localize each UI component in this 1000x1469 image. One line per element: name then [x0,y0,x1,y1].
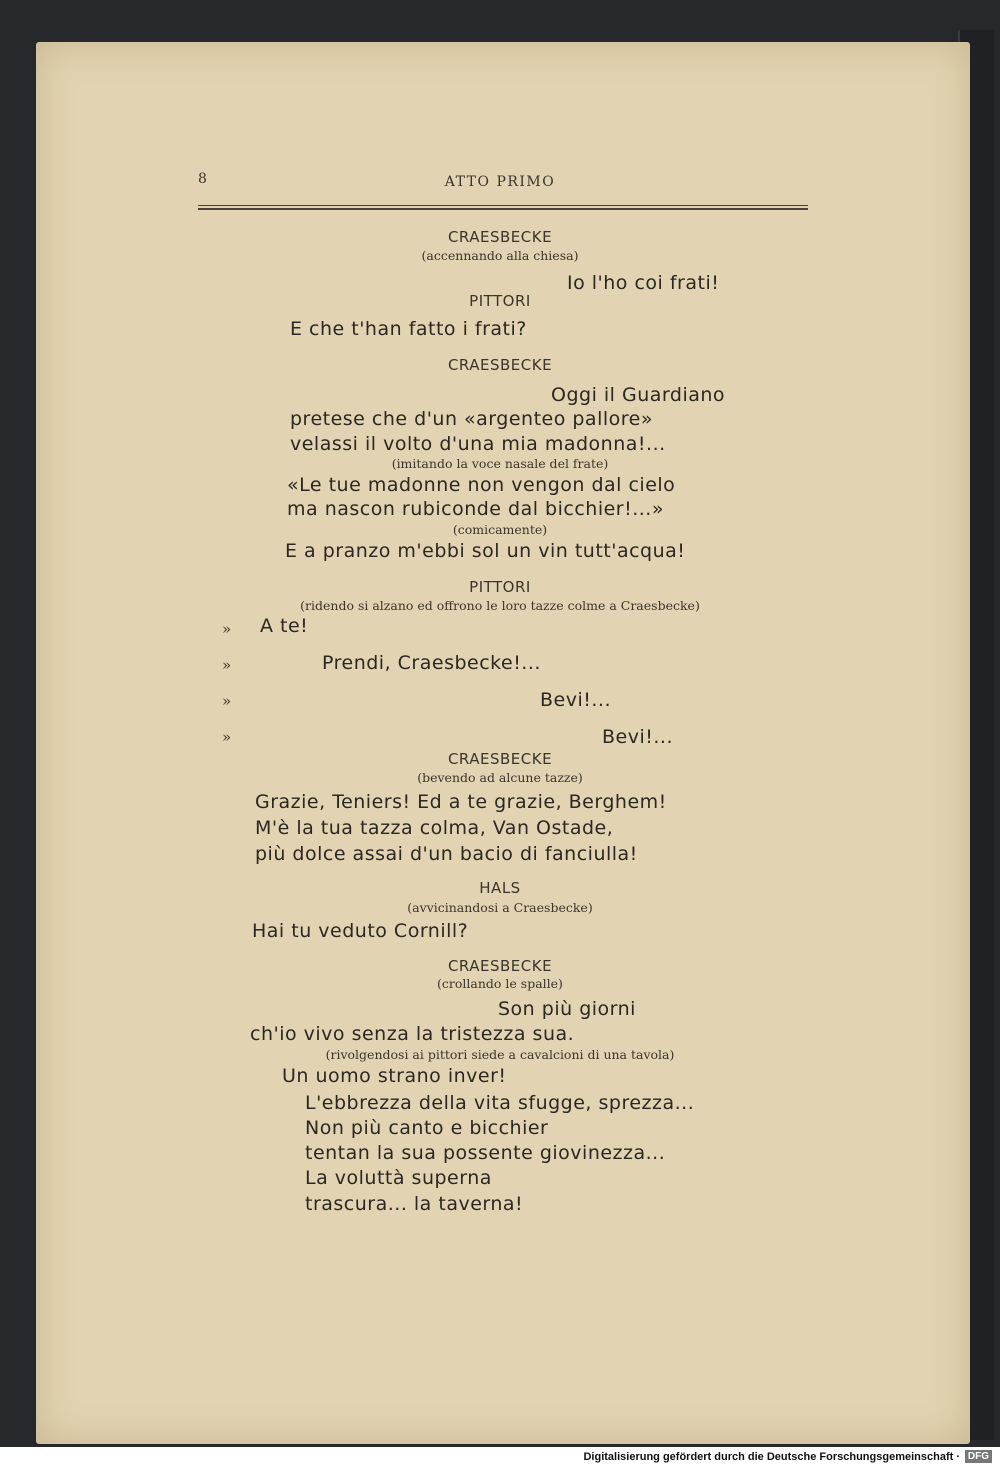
speaker-craesbecke: CRAESBECKE [447,228,553,246]
stage-direction: (accennando alla chiesa) [421,248,579,263]
verse-line: Bevi!... [602,726,673,748]
stage-direction: (ridendo si alzano ed offrono le loro tazze colme a Craesbecke) [300,598,700,613]
speaker-craesbecke: CRAESBECKE [447,750,553,768]
ditto-mark: » [222,656,232,674]
header-rule [198,205,808,206]
verse-line: Grazie, Teniers! Ed a te grazie, Berghem! [255,791,667,813]
verse-line: Bevi!... [540,689,611,711]
verse-line: Hai tu veduto Cornill? [252,920,469,942]
ditto-mark: » [222,692,232,710]
verse-line: tentan la sua possente giovinezza... [305,1142,666,1164]
verse-line: Un uomo strano inver! [282,1065,507,1087]
verse-line: Prendi, Craesbecke!... [322,652,541,674]
verse-line: ch'io vivo senza la tristezza sua. [250,1023,575,1045]
footer-bar [0,1447,1000,1469]
verse-line: Oggi il Guardiano [551,384,726,406]
header-rule-thick [198,208,808,210]
dfg-logo-icon: DFG [965,1450,992,1463]
verse-line: Io l'ho coi frati! [567,272,720,294]
ditto-mark: » [222,620,232,638]
verse-line: Non più canto e bicchier [305,1117,549,1139]
stage-direction: (imitando la voce nasale del frate) [391,456,609,471]
verse-line: M'è la tua tazza colma, Van Ostade, [255,817,614,839]
verse-line: A te! [260,615,309,637]
verse-line: La voluttà superna [305,1167,492,1189]
stage-direction: (bevendo ad alcune tazze) [417,770,583,785]
verse-line: velassi il volto d'una mia madonna!... [290,433,666,455]
speaker-pittori: PITTORI [469,292,531,310]
stage-direction: (crollando le spalle) [437,976,563,991]
verse-line: E a pranzo m'ebbi sol un vin tutt'acqua! [285,540,686,562]
verse-line: ma nascon rubiconde dal bicchier!...» [287,498,664,520]
speaker-pittori: PITTORI [469,578,531,596]
verse-line: L'ebbrezza della vita sfugge, sprezza... [305,1092,695,1114]
ditto-mark: » [222,728,232,746]
speaker-hals: HALS [479,879,521,897]
speaker-craesbecke: CRAESBECKE [447,356,553,374]
verse-line: più dolce assai d'un bacio di fanciulla! [255,843,638,865]
verse-line: Son più giorni [498,998,636,1020]
running-title: ATTO PRIMO [444,174,556,190]
verse-line: «Le tue madonne non vengon dal cielo [287,474,676,496]
verse-line: trascura... la taverna! [305,1193,524,1215]
digitization-credit: Digitalisierung gefördert durch die Deutsche Forschungsgemeinschaft · [583,1451,960,1463]
stage-direction: (comicamente) [452,522,548,537]
page-number: 8 [198,171,209,187]
stage-direction: (rivolgendosi ai pittori siede a cavalcioni di una tavola) [325,1047,675,1062]
stage-direction: (avvicinandosi a Craesbecke) [407,900,593,915]
verse-line: E che t'han fatto i frati? [290,318,527,340]
verse-line: pretese che d'un «argenteo pallore» [290,408,653,430]
speaker-craesbecke: CRAESBECKE [447,957,553,975]
